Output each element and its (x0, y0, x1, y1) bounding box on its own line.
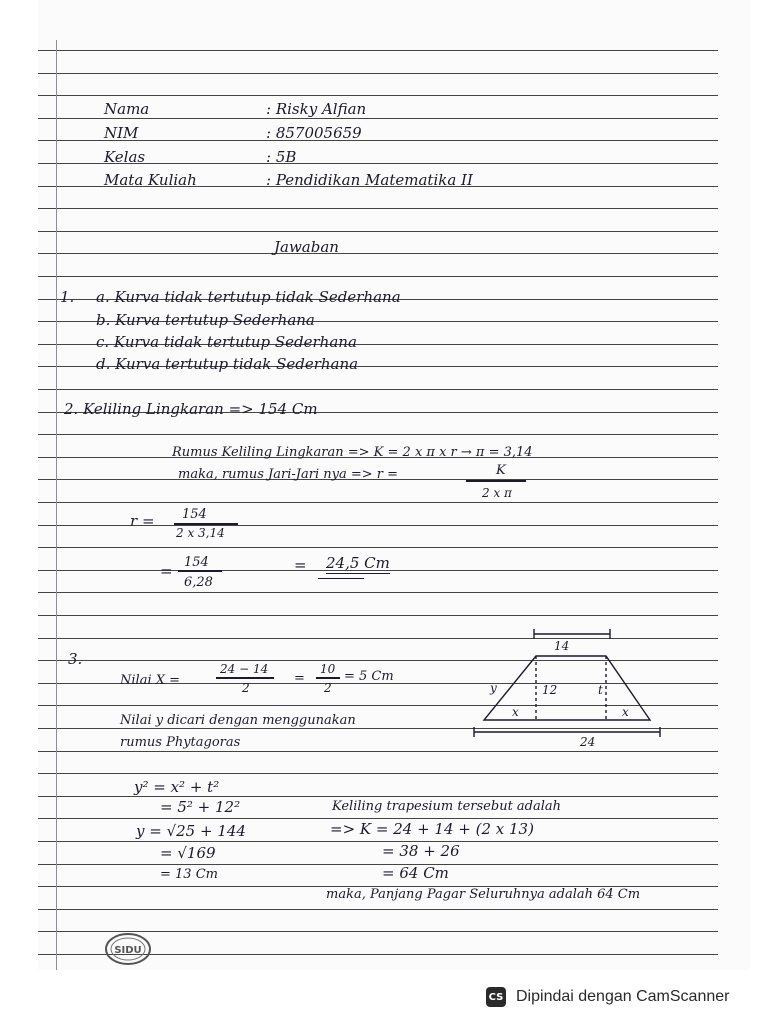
margin-line (56, 40, 57, 970)
q3-nilai-x-denominator-1: 2 (242, 681, 250, 695)
ruled-line (38, 231, 718, 232)
q2-step1-denominator: 2 x 3,14 (176, 526, 225, 540)
q3-y-step-4: = √169 (160, 844, 216, 862)
q2-formula-r: maka, rumus Jari-Jari nya => r = (178, 467, 399, 482)
matkul-value: : Pendidikan Matematika II (266, 171, 473, 189)
q2-r-eq: r = (130, 512, 155, 530)
matkul-label: Mata Kuliah (104, 171, 197, 189)
ruled-line (38, 434, 718, 435)
q3-y-description-2: rumus Phytagoras (120, 735, 241, 750)
ruled-line (38, 592, 718, 593)
q3-keliling-step-1: => K = 24 + 14 + (2 x 13) (330, 820, 534, 838)
kelas-value: : 5B (266, 148, 297, 166)
ruled-line (38, 95, 718, 96)
ruled-line (38, 389, 718, 390)
q1-item-d: d. Kurva tertutup tidak Sederhana (96, 355, 359, 373)
q2-formula-k: Rumus Keliling Lingkaran => K = 2 x π x r → π = 3,14 (172, 445, 533, 460)
q3-y-step-5: = 13 Cm (160, 867, 218, 882)
ruled-line (38, 615, 718, 616)
q3-keliling-step-2: = 38 + 26 (382, 842, 460, 860)
kelas-label: Kelas (104, 148, 146, 166)
ruled-line (38, 864, 718, 865)
ruled-line (38, 547, 718, 548)
nim-label: NIM (104, 124, 139, 142)
q3-nilai-x-label: Nilai X = (120, 673, 181, 688)
ruled-line (38, 73, 718, 74)
q3-nilai-x-denominator-2: 2 (324, 681, 332, 695)
ruled-line (38, 909, 718, 910)
q1-item-b: b. Kurva tertutup Sederhana (96, 311, 315, 329)
ruled-line (38, 50, 718, 51)
q3-y-description-1: Nilai y dicari dengan menggunakan (120, 713, 356, 728)
sidu-logo (104, 932, 152, 966)
q2-step2-result-eq: = (294, 556, 307, 574)
ruled-line (38, 818, 718, 819)
q2-step2-denominator: 6,28 (184, 575, 213, 590)
q2-step2-fraction-bar (178, 570, 222, 572)
nim-value: : 857005659 (266, 124, 362, 142)
ruled-line (38, 796, 718, 797)
q3-nilai-x-eq: = (294, 671, 305, 686)
q2-formula-r-numerator: K (496, 463, 506, 478)
ruled-line (38, 276, 718, 277)
q3-nilai-x-numerator-1: 24 − 14 (220, 662, 269, 676)
ruled-line (38, 502, 718, 503)
q2-formula-r-denominator: 2 x π (482, 486, 512, 500)
q2-step1-numerator: 154 (182, 507, 207, 522)
label-top: 14 (554, 639, 570, 653)
q3-nilai-x-numerator-2: 10 (320, 662, 336, 676)
ruled-line (38, 773, 718, 774)
q2-result: 24,5 Cm (326, 554, 390, 572)
ruled-line (38, 253, 718, 254)
ruled-line (38, 140, 718, 141)
name-value: : Risky Alfian (266, 100, 367, 118)
name-label: Nama (104, 100, 150, 118)
camscanner-watermark (474, 982, 756, 1012)
q3-conclusion: maka, Panjang Pagar Seluruhnya adalah 64 Cm (326, 887, 641, 902)
q1-number: 1. (60, 288, 75, 306)
q3-number: 3. (68, 650, 83, 668)
page-title: Jawaban (274, 238, 339, 256)
q3-y-step-3: y = √25 + 144 (136, 822, 246, 840)
camscanner-text: Dipindai dengan CamScanner (516, 988, 730, 1005)
q2-result-underline-2 (318, 578, 364, 579)
ruled-line (38, 208, 718, 209)
label-height: 12 (542, 683, 558, 697)
q1-item-c: c. Kurva tidak tertutup Sederhana (96, 333, 357, 351)
label-t: t (598, 683, 603, 697)
label-x-right: x (622, 705, 629, 719)
ruled-line (38, 841, 718, 842)
q3-nilai-x-result: = 5 Cm (344, 669, 394, 684)
trapezoid-diagram (470, 626, 700, 750)
ruled-line (38, 118, 718, 119)
q2-heading: 2. Keliling Lingkaran => 154 Cm (64, 400, 318, 418)
q3-keliling-step-3: = 64 Cm (382, 864, 449, 882)
logo-text: SIDU (114, 945, 142, 956)
q2-step2-numerator: 154 (184, 555, 209, 570)
q1-item-a: a. Kurva tidak tertutup tidak Sederhana (96, 288, 401, 306)
q3-keliling-label: Keliling trapesium tersebut adalah (332, 799, 562, 814)
label-x-left: x (512, 705, 519, 719)
q3-y-step-2: = 5² + 12² (160, 798, 241, 816)
q2-formula-fraction-bar (466, 480, 526, 482)
q2-step2-eq: = (160, 562, 173, 580)
camscanner-icon: CS (486, 987, 506, 1007)
label-side: y (490, 681, 497, 695)
q3-y-step-1: y² = x² + t² (134, 778, 220, 796)
label-bottom: 24 (580, 735, 596, 749)
